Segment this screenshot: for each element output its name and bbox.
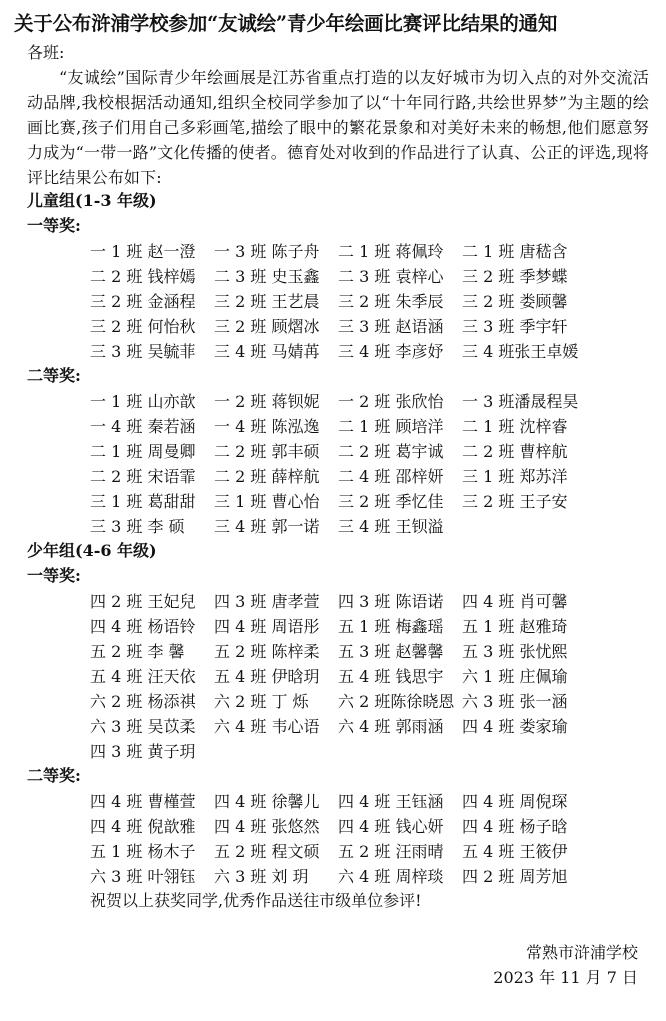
winner-entry: 三 2 班 季梦蝶 (462, 267, 568, 286)
winner-entry: 四 4 班 倪歆雅 (90, 817, 196, 836)
winner-entry: 五 3 班 张忧熙 (462, 642, 568, 661)
winner-entry: 二 2 班 宋语霏 (90, 467, 196, 486)
winner-entry: 五 2 班 汪雨晴 (338, 842, 444, 861)
winner-row (90, 389, 650, 414)
notice-body: “友诚绘”国际青少年绘画展是江苏省重点打造的以友好城市为切入点的对外交流活动品牌,我校根据活动通知,组织全校同学参加了以“十年同行路,共绘世界梦”为主题的绘画比赛,孩子们用自己多彩画笔,描绘了眼中的繁花景象和对美好未来的畅想,他们愿意努力成为“一带一路”文化传播的使者。德育处对收到的作品进行了认真、公正的评选,现将评比结果公布如下: (27, 68, 649, 187)
winner-entry: 三 1 班 葛甜甜 (90, 492, 196, 511)
winner-entry: 四 4 班 周倪琛 (462, 792, 568, 811)
winner-entry: 三 3 班 李 硕 (90, 517, 185, 536)
winner-entry: 三 2 班 朱季辰 (338, 292, 444, 311)
winner-entry: 五 3 班 赵馨馨 (338, 642, 444, 661)
winner-entry: 四 4 班 杨子晗 (462, 817, 568, 836)
winner-row (90, 239, 650, 264)
winner-row (90, 689, 650, 714)
winner-entry: 一 2 班 张欣怡 (338, 392, 444, 411)
winner-row (90, 814, 650, 839)
winner-entry: 四 4 班 王钰涵 (338, 792, 444, 811)
winner-entry: 一 3 班潘晟程昊 (462, 392, 579, 411)
winner-entry: 三 1 班 曹心怡 (214, 492, 320, 511)
children-first-prize-list (90, 239, 650, 364)
winner-entry: 六 2 班 杨添祺 (90, 692, 196, 711)
children-second-prize-heading: 二等奖: (27, 366, 81, 385)
winner-row (90, 614, 650, 639)
winner-entry: 一 2 班 蒋钡妮 (214, 392, 320, 411)
winner-entry: 五 4 班 伊晗玥 (214, 667, 320, 686)
winner-entry: 四 2 班 周芳旭 (462, 867, 568, 886)
winner-entry: 二 1 班 蒋佩玲 (338, 242, 444, 261)
junior-first-prize-list (90, 589, 650, 764)
winner-entry: 六 2 班陈徐晓恩 (338, 692, 455, 711)
winner-entry: 五 1 班 杨木子 (90, 842, 196, 861)
winner-row (90, 864, 650, 889)
winner-entry: 三 1 班 郑苏洋 (462, 467, 568, 486)
winner-row (90, 414, 650, 439)
winner-entry: 三 4 班 郭一诺 (214, 517, 320, 536)
children-first-prize-heading: 一等奖: (27, 216, 81, 235)
winner-entry: 四 3 班 陈语诺 (338, 592, 444, 611)
winner-entry: 四 4 班 肖可馨 (462, 592, 568, 611)
winner-entry: 三 2 班 顾熠冰 (214, 317, 320, 336)
winner-entry: 三 4 班张王卓媛 (462, 342, 579, 361)
winner-entry: 一 4 班 秦若涵 (90, 417, 196, 436)
winner-entry: 二 2 班 钱梓嫣 (90, 267, 196, 286)
winner-entry: 一 1 班 山亦歆 (90, 392, 196, 411)
winner-entry: 六 4 班 郭雨涵 (338, 717, 444, 736)
winner-entry: 五 1 班 梅鑫瑶 (338, 617, 444, 636)
winner-entry: 六 3 班 吴苡柔 (90, 717, 196, 736)
children-group-heading: 儿童组(1-3 年级) (27, 191, 157, 210)
winner-entry: 二 1 班 沈梓睿 (462, 417, 568, 436)
notice-date: 2023 年 11 月 7 日 (493, 968, 638, 987)
winner-entry: 六 3 班 张一涵 (462, 692, 568, 711)
winner-row (90, 739, 650, 764)
winner-entry: 三 4 班 马婧苒 (214, 342, 320, 361)
winner-entry: 四 3 班 唐孝萱 (214, 592, 320, 611)
winner-entry: 六 1 班 庄佩瑜 (462, 667, 568, 686)
winner-entry: 三 2 班 王子安 (462, 492, 568, 511)
winner-row (90, 339, 650, 364)
winner-entry: 二 2 班 薛梓航 (214, 467, 320, 486)
winner-entry: 六 4 班 周梓琰 (338, 867, 444, 886)
winner-entry: 六 3 班 刘 玥 (214, 867, 309, 886)
winner-entry: 三 3 班 赵语涵 (338, 317, 444, 336)
winner-entry: 二 4 班 邵梓妍 (338, 467, 444, 486)
winner-entry: 二 1 班 周曼卿 (90, 442, 196, 461)
winner-entry: 六 2 班 丁 烁 (214, 692, 309, 711)
winner-entry: 三 4 班 李彦妤 (338, 342, 444, 361)
winner-entry: 六 3 班 叶翎钰 (90, 867, 196, 886)
salutation: 各班: (27, 43, 65, 62)
winner-entry: 二 2 班 郭丰硕 (214, 442, 320, 461)
winner-row (90, 589, 650, 614)
children-second-prize-list (90, 389, 650, 539)
winner-row (90, 489, 650, 514)
junior-second-prize-list (90, 789, 650, 889)
winner-entry: 四 2 班 王妃兒 (90, 592, 196, 611)
winner-row (90, 439, 650, 464)
winner-entry: 四 4 班 娄家瑜 (462, 717, 568, 736)
winner-entry: 四 4 班 杨语铃 (90, 617, 196, 636)
winner-entry: 四 3 班 黄子玥 (90, 742, 196, 761)
winner-entry: 三 2 班 何怡秋 (90, 317, 196, 336)
winner-entry: 三 2 班 金涵程 (90, 292, 196, 311)
winner-entry: 二 1 班 顾培洋 (338, 417, 444, 436)
winner-row (90, 289, 650, 314)
winner-entry: 二 3 班 袁梓心 (338, 267, 444, 286)
winner-entry: 五 4 班 汪天依 (90, 667, 196, 686)
winner-entry: 三 2 班 娄顾馨 (462, 292, 568, 311)
winner-entry: 四 4 班 张悠然 (214, 817, 320, 836)
winner-row (90, 789, 650, 814)
winner-entry: 一 1 班 赵一澄 (90, 242, 196, 261)
winner-row (90, 314, 650, 339)
winner-row (90, 714, 650, 739)
winner-entry: 五 2 班 陈梓柔 (214, 642, 320, 661)
winner-entry: 四 4 班 曹槿萱 (90, 792, 196, 811)
junior-first-prize-heading: 一等奖: (27, 566, 81, 585)
winner-entry: 二 3 班 史玉鑫 (214, 267, 320, 286)
winner-entry: 一 3 班 陈子舟 (214, 242, 320, 261)
winner-entry: 二 2 班 曹梓航 (462, 442, 568, 461)
notice-title: 关于公布浒浦学校参加“友诚绘”青少年绘画比赛评比结果的通知 (14, 12, 558, 35)
winner-entry: 一 4 班 陈泓逸 (214, 417, 320, 436)
winner-entry: 四 4 班 徐馨儿 (214, 792, 320, 811)
winner-entry: 三 2 班 王艺晨 (214, 292, 320, 311)
signer-name: 常熟市浒浦学校 (525, 943, 638, 962)
winner-entry: 三 4 班 王钡溢 (338, 517, 444, 536)
winner-row (90, 514, 650, 539)
junior-group-heading: 少年组(4-6 年级) (27, 541, 157, 560)
winner-entry: 四 4 班 周语彤 (214, 617, 320, 636)
winner-entry: 五 1 班 赵雅琦 (462, 617, 568, 636)
winner-row (90, 664, 650, 689)
winner-entry: 五 2 班 程文硕 (214, 842, 320, 861)
winner-entry: 二 1 班 唐嵇含 (462, 242, 568, 261)
winner-row (90, 839, 650, 864)
winner-entry: 三 3 班 吴毓菲 (90, 342, 196, 361)
winner-entry: 五 4 班 钱思宇 (338, 667, 444, 686)
winner-row (90, 639, 650, 664)
junior-second-prize-heading: 二等奖: (27, 766, 81, 785)
winner-entry: 五 2 班 李 馨 (90, 642, 185, 661)
winner-entry: 二 2 班 葛宇诚 (338, 442, 444, 461)
winner-row (90, 464, 650, 489)
winner-entry: 四 4 班 钱心妍 (338, 817, 444, 836)
winner-row (90, 264, 650, 289)
winner-entry: 五 4 班 王筱伊 (462, 842, 568, 861)
winner-entry: 三 3 班 季宇轩 (462, 317, 568, 336)
closing-text: 祝贺以上获奖同学,优秀作品送往市级单位参评! (90, 891, 422, 910)
winner-entry: 三 2 班 季忆佳 (338, 492, 444, 511)
winner-entry: 六 4 班 韦心语 (214, 717, 320, 736)
